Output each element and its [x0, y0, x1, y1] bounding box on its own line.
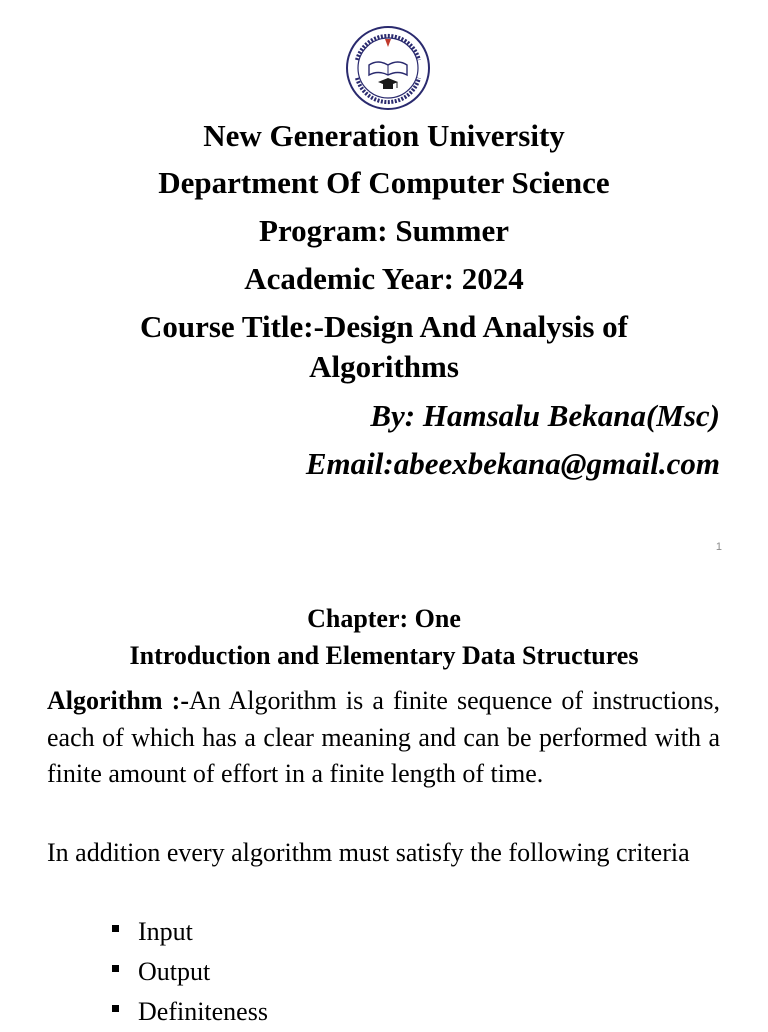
criteria-label: Output [138, 957, 211, 986]
course-title-line-1: Course Title:-Design And Analysis of [139, 309, 629, 344]
chapter-slide [0, 575, 768, 1024]
criteria-intro: In addition every algorithm must satisfy the following criteria [47, 838, 690, 867]
criteria-label: Input [138, 917, 193, 946]
slide-number: 1 [715, 541, 722, 553]
square-bullet-icon [112, 1005, 119, 1012]
square-bullet-icon [112, 965, 119, 972]
criteria-label: Definiteness [138, 997, 268, 1026]
author-email: Email:abeexbekana@gmail.com [305, 446, 720, 481]
algorithm-definition [47, 683, 720, 793]
department-name: Department Of Computer Science [158, 165, 610, 200]
program-name: Program: Summer [259, 213, 509, 248]
university-name: New Generation University [203, 118, 565, 153]
list-item [108, 912, 268, 952]
academic-year: Academic Year: 2024 [244, 261, 524, 296]
list-item [108, 992, 268, 1032]
square-bullet-icon [112, 925, 119, 932]
course-title-line-2: Algorithms [309, 349, 459, 384]
criteria-list [108, 912, 268, 1032]
chapter-subtitle: Introduction and Elementary Data Structures [129, 641, 639, 670]
definition-text: An Algorithm is a finite sequence of instructions, each of which has a clear meaning and can be performed with a finite amount of effort in a finite length of time. [47, 686, 721, 788]
definition-term: Algorithm :- [47, 686, 189, 715]
list-item [108, 952, 268, 992]
author-name: By: Hamsalu Bekana(Msc) [370, 398, 720, 433]
university-seal-icon [345, 25, 431, 111]
chapter-title: Chapter: One [307, 604, 461, 633]
